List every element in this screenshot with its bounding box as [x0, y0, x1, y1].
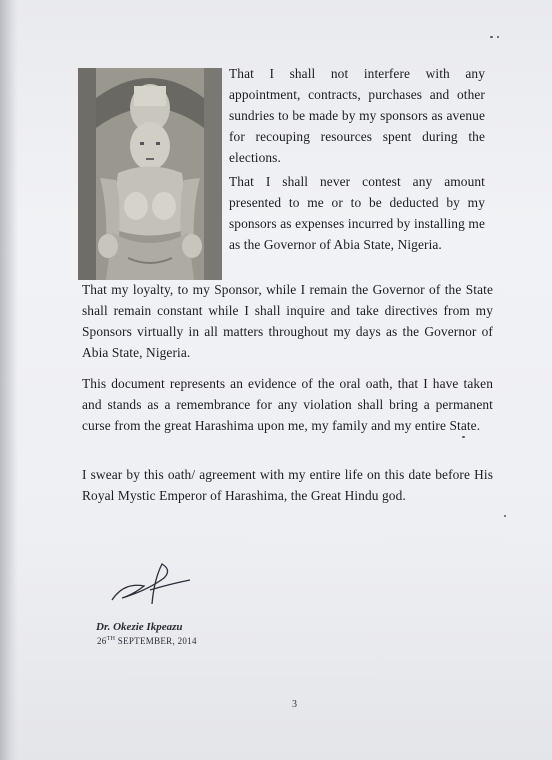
signature-date	[97, 636, 197, 646]
scan-speck	[504, 515, 506, 517]
scan-speck	[490, 36, 493, 38]
signatory-name: Dr. Okezie Ikpeazu	[96, 621, 183, 633]
paragraph-swear: I swear by this oath/ agreement with my entire life on this date before His Royal Mystic Emperor of Harashima, the Great Hindu god.	[82, 467, 493, 503]
scan-speck	[462, 436, 465, 438]
handwritten-signature	[104, 560, 194, 610]
scan-speck	[497, 36, 499, 38]
page-fold-shadow	[0, 0, 18, 760]
date-suffix: TH	[106, 636, 116, 642]
page-number: 3	[292, 699, 297, 710]
paragraph-expenses: That I shall never contest any amount presented to me or to be deducted by my sponsors as expenses incurred by installing me as the Governor of Abia State, Nigeria.	[229, 174, 485, 252]
paragraph-non-interference: That I shall not interfere with any appointment, contracts, purchases and other sundries to be made by my sponsors as avenue for recouping resources spent during the elections.	[229, 66, 485, 165]
date-month-year: SEPTEMBER, 2014	[115, 636, 197, 646]
paragraph-oath-document: This document represents an evidence of the oral oath, that I have taken and stands as a remembrance for any violation shall bring a permanent curse from the great Harashima upon me, my family and my entire State.	[82, 376, 493, 433]
date-day: 26	[97, 636, 107, 646]
paragraph-loyalty: That my loyalty, to my Sponsor, while I remain the Governor of the State shall remain constant while I shall inquire and take directives from my Sponsors virtually in all matters throughout my days as the Governor of Abia State, Nigeria.	[82, 282, 493, 360]
deity-statue-image	[78, 68, 222, 280]
